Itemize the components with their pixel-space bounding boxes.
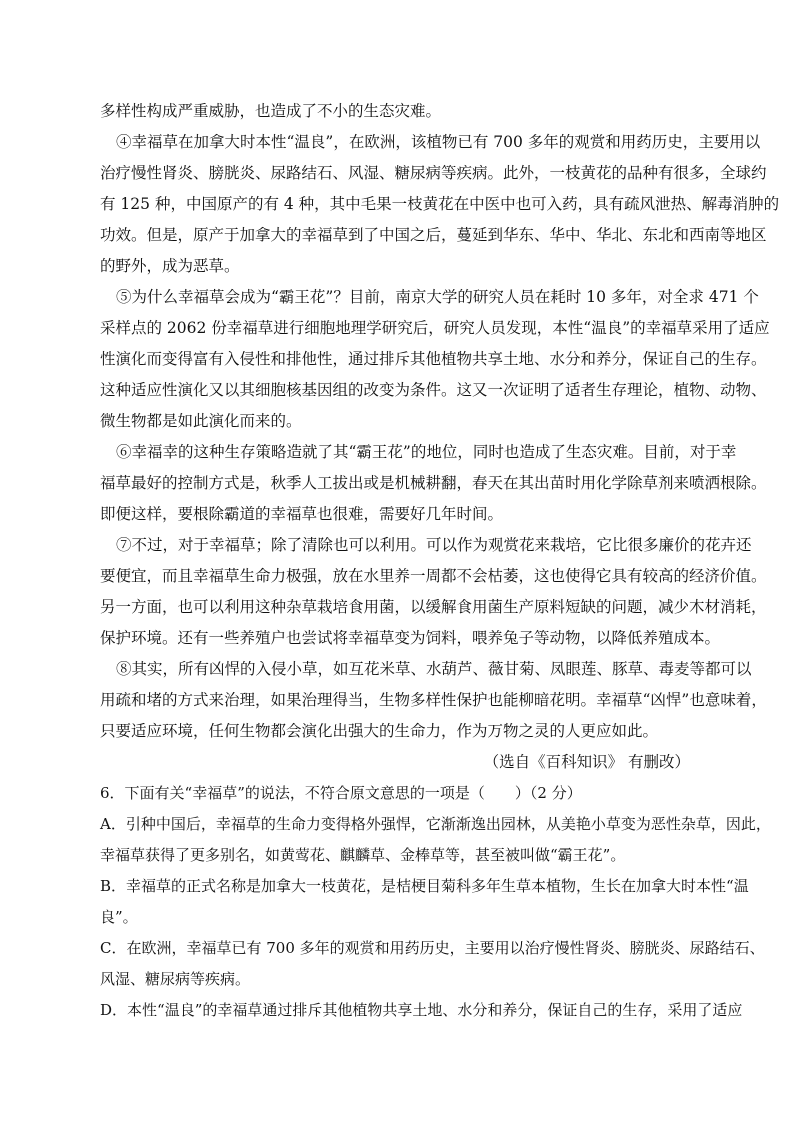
option-line: D．本性“温良”的幸福草通过排斥其他植物共享土地、水分和养分，保证自己的生存，采用了适应 bbox=[100, 1001, 743, 1019]
text-line: 福草最好的控制方式是，秋季人工拔出或是机械耕翻，春天在其出苗时用化学除草剂来喷洒根除。 bbox=[100, 474, 767, 492]
option-line: A．引种中国后，幸福草的生命力变得格外强悍，它渐渐逸出园林，从美艳小草变为恶性杂草，因此， bbox=[100, 815, 771, 833]
text-line: ⑤为什么幸福草会成为“霸王花”？目前，南京大学的研究人员在耗时 10 多年，对全求 471 个 bbox=[116, 288, 759, 306]
paragraph-7 bbox=[100, 530, 767, 654]
text-line: 要便宜，而且幸福草生命力极强，放在水里养一周都不会枯萎，这也使得它具有较高的经济价值。 bbox=[100, 567, 767, 585]
text-line: 只要适应环境，任何生物都会演化出强大的生命力，作为万物之灵的人更应如此。 bbox=[100, 722, 659, 740]
text-line: ④幸福草在加拿大时本性“温良”，在欧洲，该植物已有 700 多年的观赏和用药历史，主要用以 bbox=[116, 133, 761, 151]
option-line: 良”。 bbox=[100, 908, 138, 926]
paragraph-8 bbox=[100, 654, 767, 747]
text-line: 治疗慢性肾炎、膀胱炎、尿路结石、风湿、糖尿病等疾病。此外，一枝黄花的品种有很多，全球约 bbox=[100, 164, 767, 182]
text-line: 这种适应性演化又以其细胞核基因组的改变为条件。这又一次证明了适者生存理论，植物、动物、 bbox=[100, 381, 767, 399]
option-line: 风湿、糖尿病等疾病。 bbox=[100, 970, 251, 988]
text-line: 多样性构成严重威胁，也造成了不小的生态灾难。 bbox=[100, 102, 442, 120]
paragraph-6 bbox=[100, 437, 767, 530]
text-line: 保护环境。还有一些养殖户也尝试将幸福草变为饲料，喂养兔子等动物，以降低养殖成本。 bbox=[100, 629, 721, 647]
option-c bbox=[100, 933, 765, 995]
text-line: 用疏和堵的方式来治理，如果治理得当，生物多样性保护也能柳暗花明。幸福草“凶悍”也意味着， bbox=[100, 691, 767, 709]
text-line: ⑦不过，对于幸福草；除了清除也可以利用。可以作为观赏花来栽培，它比很多廉价的花卉还 bbox=[116, 536, 752, 554]
question-6 bbox=[100, 778, 771, 1026]
text-line: 功效。但是，原产于加拿大的幸福草到了中国之后，蔓延到华东、华中、华北、东北和西南等地区 bbox=[100, 226, 767, 244]
source-citation: （选自《百科知识》 有删改） bbox=[483, 753, 690, 771]
text-line: 即便这样，要根除霸道的幸福草也很难，需要好几年时间。 bbox=[100, 505, 504, 523]
option-b bbox=[100, 871, 749, 933]
text-line: ⑧其实，所有凶悍的入侵小草，如互花米草、水葫芦、薇甘菊、凤眼莲、豚草、毒麦等都可以 bbox=[116, 660, 752, 678]
option-line: B．幸福草的正式名称是加拿大一枝黄花，是桔梗目菊科多年生草本植物，生长在加拿大时本性“温 bbox=[100, 877, 749, 895]
option-line: 幸福草获得了更多别名，如黄莺花、麒麟草、金棒草等，甚至被叫做“霸王花”。 bbox=[100, 846, 626, 864]
text-line: 性演化而变得富有入侵性和排他性，通过排斥其他植物共享土地、水分和养分，保证自己的生存。 bbox=[100, 350, 767, 368]
option-a bbox=[100, 809, 771, 871]
option-d bbox=[100, 995, 743, 1026]
text-line: ⑥幸福幸的这种生存策略造就了其“霸王花”的地位，同时也造成了生态灾难。目前，对于幸 bbox=[116, 443, 737, 461]
text-line: 的野外，成为恶草。 bbox=[100, 257, 240, 275]
text-line: 微生物都是如此演化而来的。 bbox=[100, 412, 302, 430]
paragraph-4 bbox=[100, 127, 780, 282]
text-line: 有 125 种，中国原产的有 4 种，其中毛果一枝黄花在中医中也可入药，具有疏风泄热、解毒消肿的 bbox=[100, 195, 780, 213]
option-line: C．在欧洲，幸福草已有 700 多年的观赏和用药历史，主要用以治疗慢性肾炎、膀胱炎、尿路结石、 bbox=[100, 939, 765, 957]
question-stem: 6．下面有关“幸福草”的说法，不符合原文意思的一项是（ ）（2 分） bbox=[100, 784, 582, 802]
text-line: 采样点的 2062 份幸福草进行细胞地理学研究后，研究人员发现，本性“温良”的幸福草采用了适应 bbox=[100, 319, 770, 337]
paragraph-5 bbox=[100, 282, 770, 437]
paragraph-3-tail bbox=[100, 96, 694, 127]
text-line: 另一方面，也可以利用这种杂草栽培食用菌，以缓解食用菌生产原料短缺的问题，减少木材消耗， bbox=[100, 598, 767, 616]
